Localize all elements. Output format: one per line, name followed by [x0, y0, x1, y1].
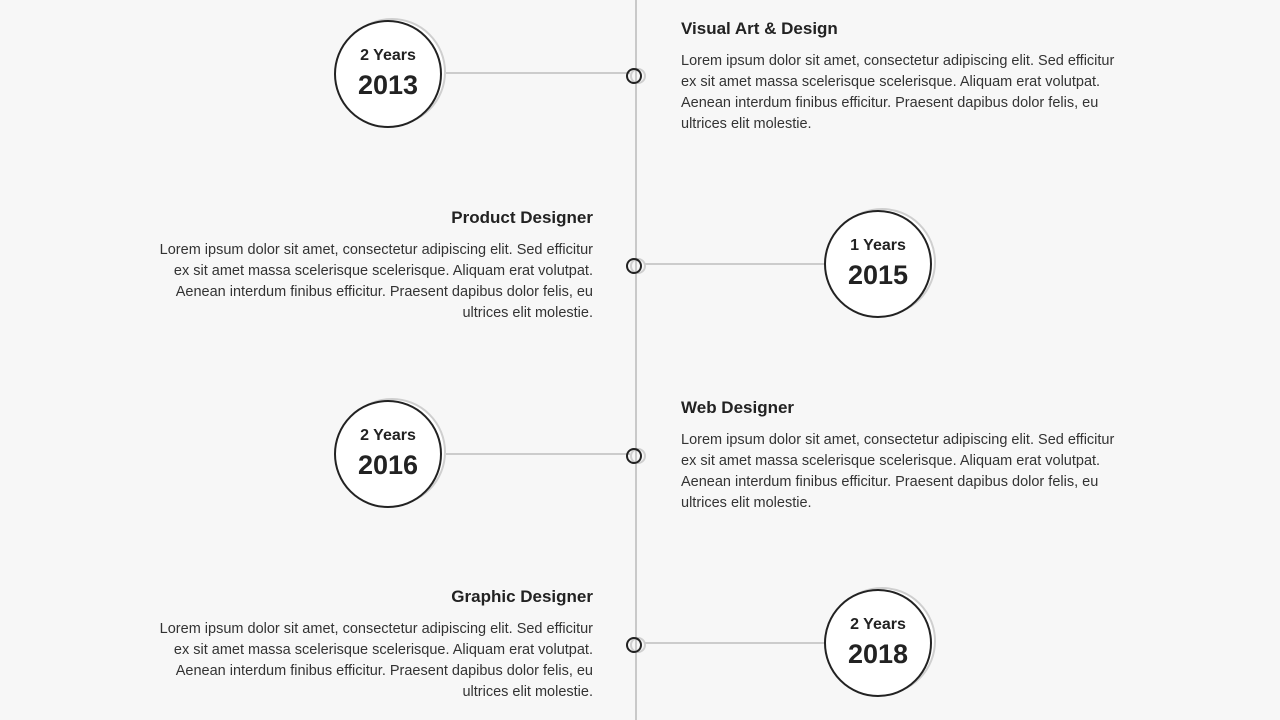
badge-ring: [824, 589, 932, 697]
entry-content: [141, 586, 593, 703]
year-badge: [824, 587, 936, 699]
entry-title: Web Designer: [681, 398, 795, 417]
timeline-entry: [0, 0, 1280, 190]
connector-line: [644, 263, 826, 265]
badge-year: 2015: [847, 260, 909, 290]
entry-content: [681, 397, 1133, 514]
entry-description: Lorem ipsum dolor sit amet, consectetur adipiscing elit. Sed efficitur ex sit amet massa scelerisque scelerisque. Aliquam erat volutpat. Aenean interdum finibus efficitur. Praesent dapibus dolor felis, eu ultrices elit molestie.: [159, 242, 593, 321]
badge-ring: [334, 20, 442, 128]
entry-description: Lorem ipsum dolor sit amet, consectetur adipiscing elit. Sed efficitur ex sit amet massa scelerisque scelerisque. Aliquam erat volutpat. Aenean interdum finibus efficitur. Praesent dapibus dolor felis, eu ultrices elit molestie.: [681, 432, 1115, 511]
badge-ring: [334, 400, 442, 508]
badge-duration: 1 Years: [850, 237, 906, 254]
entry-title: Product Designer: [451, 208, 593, 227]
entry-content: [141, 207, 593, 324]
entry-title: Graphic Designer: [451, 587, 593, 606]
connector-line: [446, 453, 630, 455]
badge-year: 2018: [847, 639, 909, 669]
badge-year: 2016: [357, 450, 419, 480]
entry-description: Lorem ipsum dolor sit amet, consectetur adipiscing elit. Sed efficitur ex sit amet massa scelerisque scelerisque. Aliquam erat volutpat. Aenean interdum finibus efficitur. Praesent dapibus dolor felis, eu ultrices elit molestie.: [159, 621, 593, 700]
badge-duration: 2 Years: [360, 427, 416, 444]
timeline-entry: [0, 380, 1280, 570]
entry-description: Lorem ipsum dolor sit amet, consectetur adipiscing elit. Sed efficitur ex sit amet massa scelerisque scelerisque. Aliquam erat volutpat. Aenean interdum finibus efficitur. Praesent dapibus dolor felis, eu ultrices elit molestie.: [681, 53, 1115, 132]
timeline-entry: [0, 569, 1280, 720]
year-badge: [334, 18, 446, 130]
entry-content: [681, 18, 1133, 135]
connector-line: [644, 642, 826, 644]
timeline-dot-icon: [626, 446, 646, 466]
badge-duration: 2 Years: [850, 616, 906, 633]
badge-year: 2013: [357, 70, 419, 100]
badge-duration: 2 Years: [360, 47, 416, 64]
entry-title: Visual Art & Design: [681, 19, 838, 38]
timeline-entry: [0, 190, 1280, 380]
timeline-dot-icon: [626, 635, 646, 655]
year-badge: [824, 208, 936, 320]
badge-ring: [824, 210, 932, 318]
timeline-dot-icon: [626, 256, 646, 276]
timeline-dot-icon: [626, 66, 646, 86]
connector-line: [446, 72, 630, 74]
year-badge: [334, 398, 446, 510]
